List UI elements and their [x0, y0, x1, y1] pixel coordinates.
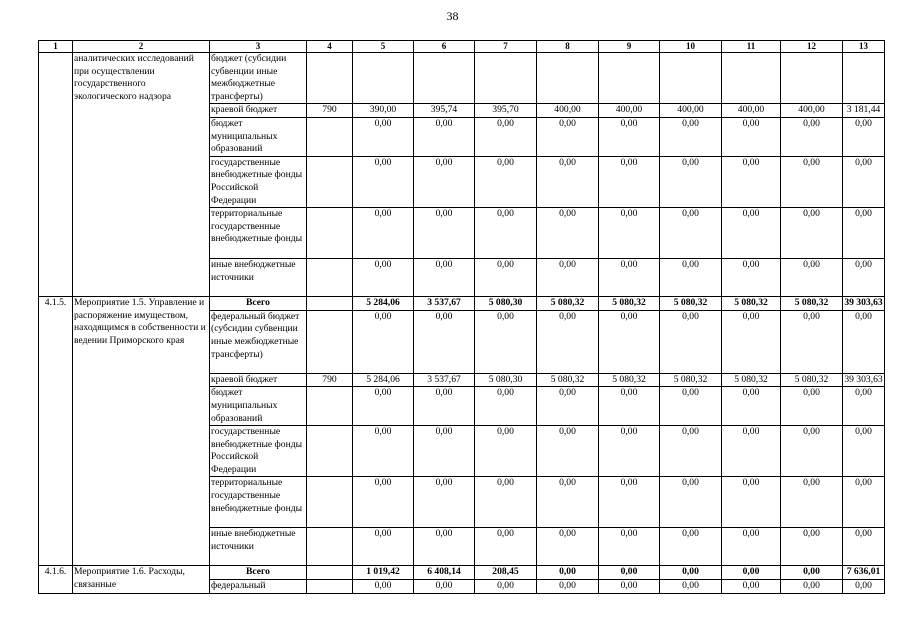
- value-cell: 0,00: [414, 477, 475, 528]
- page-number: 38: [446, 9, 459, 23]
- value-cell: 5 284,06: [353, 373, 414, 387]
- value-cell: 6 408,14: [414, 566, 475, 580]
- value-cell: 0,00: [414, 310, 475, 373]
- table-body: [39, 41, 885, 594]
- value-cell: 400,00: [660, 104, 722, 118]
- value-cell: 0,00: [722, 259, 781, 297]
- value-cell: 0,00: [781, 387, 843, 426]
- value-cell: 0,00: [722, 580, 781, 594]
- header-cell: 4: [307, 41, 353, 53]
- value-cell: 0,00: [414, 426, 475, 477]
- value-cell: 0,00: [414, 156, 475, 207]
- header-cell: 12: [781, 41, 843, 53]
- value-cell: 0,00: [475, 528, 537, 566]
- value-cell: 0,00: [475, 259, 537, 297]
- value-cell: 0,00: [599, 117, 660, 156]
- value-cell: 0,00: [537, 117, 599, 156]
- value-cell: 0,00: [781, 426, 843, 477]
- value-cell: 0,00: [781, 477, 843, 528]
- value-cell: 5 080,32: [660, 297, 722, 311]
- funding-source: бюджет муниципальных образований: [210, 117, 307, 156]
- table-row: [39, 566, 885, 580]
- value-cell: 0,00: [537, 259, 599, 297]
- value-cell: [843, 53, 885, 104]
- value-cell: 5 080,30: [475, 373, 537, 387]
- value-cell: 0,00: [599, 387, 660, 426]
- value-cell: 7 636,01: [843, 566, 885, 580]
- value-cell: 0,00: [475, 387, 537, 426]
- value-cell: 0,00: [537, 387, 599, 426]
- value-cell: 0,00: [537, 208, 599, 259]
- value-cell: 0,00: [414, 528, 475, 566]
- header-cell: 2: [73, 41, 210, 53]
- value-cell: 0,00: [353, 117, 414, 156]
- value-cell: 0,00: [722, 387, 781, 426]
- value-cell: 0,00: [722, 156, 781, 207]
- value-cell: 0,00: [353, 426, 414, 477]
- value-cell: 0,00: [722, 310, 781, 373]
- value-cell: 39 303,63: [843, 373, 885, 387]
- value-cell: 0,00: [781, 580, 843, 594]
- value-cell: 0,00: [781, 208, 843, 259]
- value-cell: 0,00: [722, 426, 781, 477]
- value-cell: 0,00: [660, 528, 722, 566]
- value-cell: 0,00: [599, 259, 660, 297]
- value-cell: [414, 53, 475, 104]
- activity-name: аналитических исследований при осуществлении государственного экологического надзора: [73, 53, 210, 297]
- value-cell: 5 080,30: [475, 297, 537, 311]
- value-cell: 0,00: [599, 580, 660, 594]
- value-cell: 5 080,32: [781, 373, 843, 387]
- value-cell: 400,00: [537, 104, 599, 118]
- value-cell: 0,00: [660, 310, 722, 373]
- value-cell: 0,00: [475, 580, 537, 594]
- header-cell: 11: [722, 41, 781, 53]
- value-cell: [722, 53, 781, 104]
- budget-code: [307, 259, 353, 297]
- funding-source: государственные внебюджетные фонды Российской Федерации: [210, 426, 307, 477]
- row-index: 4.1.5.: [39, 297, 73, 566]
- value-cell: 0,00: [414, 208, 475, 259]
- funding-source: федеральный бюджет (субсидии субвенции иные межбюджетные трансферты): [210, 310, 307, 373]
- value-cell: 3 537,67: [414, 373, 475, 387]
- funding-source: иные внебюджетные источники: [210, 528, 307, 566]
- header-cell: 13: [843, 41, 885, 53]
- funding-source: Всего: [210, 297, 307, 311]
- header-cell: 1: [39, 41, 73, 53]
- value-cell: 39 303,63: [843, 297, 885, 311]
- budget-code: [307, 310, 353, 373]
- value-cell: 0,00: [414, 117, 475, 156]
- budget-code: [307, 208, 353, 259]
- value-cell: 0,00: [599, 208, 660, 259]
- value-cell: 5 080,32: [537, 297, 599, 311]
- value-cell: 0,00: [475, 208, 537, 259]
- budget-code: [307, 156, 353, 207]
- header-cell: 8: [537, 41, 599, 53]
- table-row: [39, 297, 885, 311]
- value-cell: 208,45: [475, 566, 537, 580]
- value-cell: 0,00: [843, 426, 885, 477]
- value-cell: [475, 53, 537, 104]
- funding-source: краевой бюджет: [210, 373, 307, 387]
- value-cell: 0,00: [843, 387, 885, 426]
- funding-source: территориальные государственные внебюджетные фонды: [210, 477, 307, 528]
- value-cell: 0,00: [843, 528, 885, 566]
- value-cell: 0,00: [660, 208, 722, 259]
- value-cell: 0,00: [353, 259, 414, 297]
- funding-source: федеральный: [210, 580, 307, 594]
- value-cell: [660, 53, 722, 104]
- value-cell: 0,00: [353, 477, 414, 528]
- value-cell: 0,00: [537, 566, 599, 580]
- header-cell: 3: [210, 41, 307, 53]
- header-cell: 10: [660, 41, 722, 53]
- funding-source: бюджет (субсидии субвенции иные межбюджетные трансферты): [210, 53, 307, 104]
- value-cell: 0,00: [599, 477, 660, 528]
- value-cell: 5 080,32: [599, 297, 660, 311]
- value-cell: 0,00: [843, 156, 885, 207]
- value-cell: 0,00: [781, 310, 843, 373]
- value-cell: 0,00: [353, 528, 414, 566]
- value-cell: 0,00: [781, 117, 843, 156]
- value-cell: 0,00: [722, 528, 781, 566]
- value-cell: 0,00: [353, 208, 414, 259]
- value-cell: 0,00: [414, 387, 475, 426]
- value-cell: [353, 53, 414, 104]
- value-cell: 0,00: [722, 117, 781, 156]
- funding-source: государственные внебюджетные фонды Российской Федерации: [210, 156, 307, 207]
- value-cell: 0,00: [353, 156, 414, 207]
- value-cell: 0,00: [475, 426, 537, 477]
- value-cell: 1 019,42: [353, 566, 414, 580]
- value-cell: 0,00: [660, 580, 722, 594]
- value-cell: 0,00: [353, 580, 414, 594]
- value-cell: 0,00: [599, 426, 660, 477]
- value-cell: [781, 53, 843, 104]
- value-cell: 0,00: [599, 156, 660, 207]
- value-cell: 5 080,32: [722, 297, 781, 311]
- row-index: 4.1.6.: [39, 566, 73, 593]
- activity-name: Мероприятие 1.6. Расходы, связанные: [73, 566, 210, 593]
- value-cell: 0,00: [781, 528, 843, 566]
- value-cell: 400,00: [781, 104, 843, 118]
- budget-code: 790: [307, 373, 353, 387]
- budget-code: [307, 528, 353, 566]
- value-cell: 0,00: [599, 566, 660, 580]
- funding-source: Всего: [210, 566, 307, 580]
- value-cell: 0,00: [537, 477, 599, 528]
- value-cell: 0,00: [843, 580, 885, 594]
- value-cell: 5 080,32: [599, 373, 660, 387]
- value-cell: [599, 53, 660, 104]
- header-cell: 6: [414, 41, 475, 53]
- value-cell: 0,00: [843, 477, 885, 528]
- value-cell: 5 080,32: [781, 297, 843, 311]
- value-cell: 0,00: [781, 566, 843, 580]
- value-cell: 0,00: [353, 387, 414, 426]
- value-cell: 0,00: [537, 156, 599, 207]
- value-cell: 0,00: [537, 580, 599, 594]
- header-cell: 5: [353, 41, 414, 53]
- funding-source: бюджет муниципальных образований: [210, 387, 307, 426]
- value-cell: 0,00: [414, 580, 475, 594]
- budget-code: [307, 580, 353, 594]
- budget-code: 790: [307, 104, 353, 118]
- value-cell: 0,00: [599, 310, 660, 373]
- value-cell: 0,00: [353, 310, 414, 373]
- header-cell: 9: [599, 41, 660, 53]
- budget-code: [307, 297, 353, 311]
- value-cell: 390,00: [353, 104, 414, 118]
- budget-code: [307, 566, 353, 580]
- header-cell: 7: [475, 41, 537, 53]
- value-cell: 5 284,06: [353, 297, 414, 311]
- value-cell: 0,00: [537, 310, 599, 373]
- funding-source: краевой бюджет: [210, 104, 307, 118]
- value-cell: 400,00: [722, 104, 781, 118]
- row-index: [39, 53, 73, 297]
- value-cell: 0,00: [660, 156, 722, 207]
- budget-code: [307, 477, 353, 528]
- value-cell: 0,00: [843, 259, 885, 297]
- value-cell: 5 080,32: [660, 373, 722, 387]
- value-cell: 0,00: [722, 477, 781, 528]
- value-cell: 3 181,44: [843, 104, 885, 118]
- activity-name: Мероприятие 1.5. Управление и распоряжение имуществом, находящимся в собственности и ведении Приморского края: [73, 297, 210, 566]
- value-cell: 5 080,32: [537, 373, 599, 387]
- value-cell: 0,00: [781, 156, 843, 207]
- value-cell: 3 537,67: [414, 297, 475, 311]
- funding-source: иные внебюджетные источники: [210, 259, 307, 297]
- budget-code: [307, 387, 353, 426]
- value-cell: 0,00: [843, 117, 885, 156]
- value-cell: 0,00: [660, 117, 722, 156]
- value-cell: 0,00: [660, 426, 722, 477]
- value-cell: 0,00: [599, 528, 660, 566]
- value-cell: 0,00: [475, 477, 537, 528]
- value-cell: 0,00: [722, 208, 781, 259]
- funding-source: территориальные государственные внебюджетные фонды: [210, 208, 307, 259]
- budget-table: [38, 40, 885, 594]
- budget-code: [307, 117, 353, 156]
- value-cell: 0,00: [660, 477, 722, 528]
- value-cell: 0,00: [660, 259, 722, 297]
- value-cell: 0,00: [475, 310, 537, 373]
- value-cell: 0,00: [660, 387, 722, 426]
- value-cell: 0,00: [475, 117, 537, 156]
- budget-code: [307, 53, 353, 104]
- value-cell: 5 080,32: [722, 373, 781, 387]
- header-row: [39, 41, 885, 53]
- value-cell: 0,00: [475, 156, 537, 207]
- value-cell: 400,00: [599, 104, 660, 118]
- value-cell: 0,00: [843, 208, 885, 259]
- value-cell: 0,00: [537, 528, 599, 566]
- budget-code: [307, 426, 353, 477]
- value-cell: 395,74: [414, 104, 475, 118]
- value-cell: 0,00: [537, 426, 599, 477]
- value-cell: 0,00: [781, 259, 843, 297]
- value-cell: 0,00: [843, 310, 885, 373]
- value-cell: 0,00: [722, 566, 781, 580]
- value-cell: [537, 53, 599, 104]
- table-row: [39, 53, 885, 104]
- value-cell: 0,00: [414, 259, 475, 297]
- value-cell: 0,00: [660, 566, 722, 580]
- value-cell: 395,70: [475, 104, 537, 118]
